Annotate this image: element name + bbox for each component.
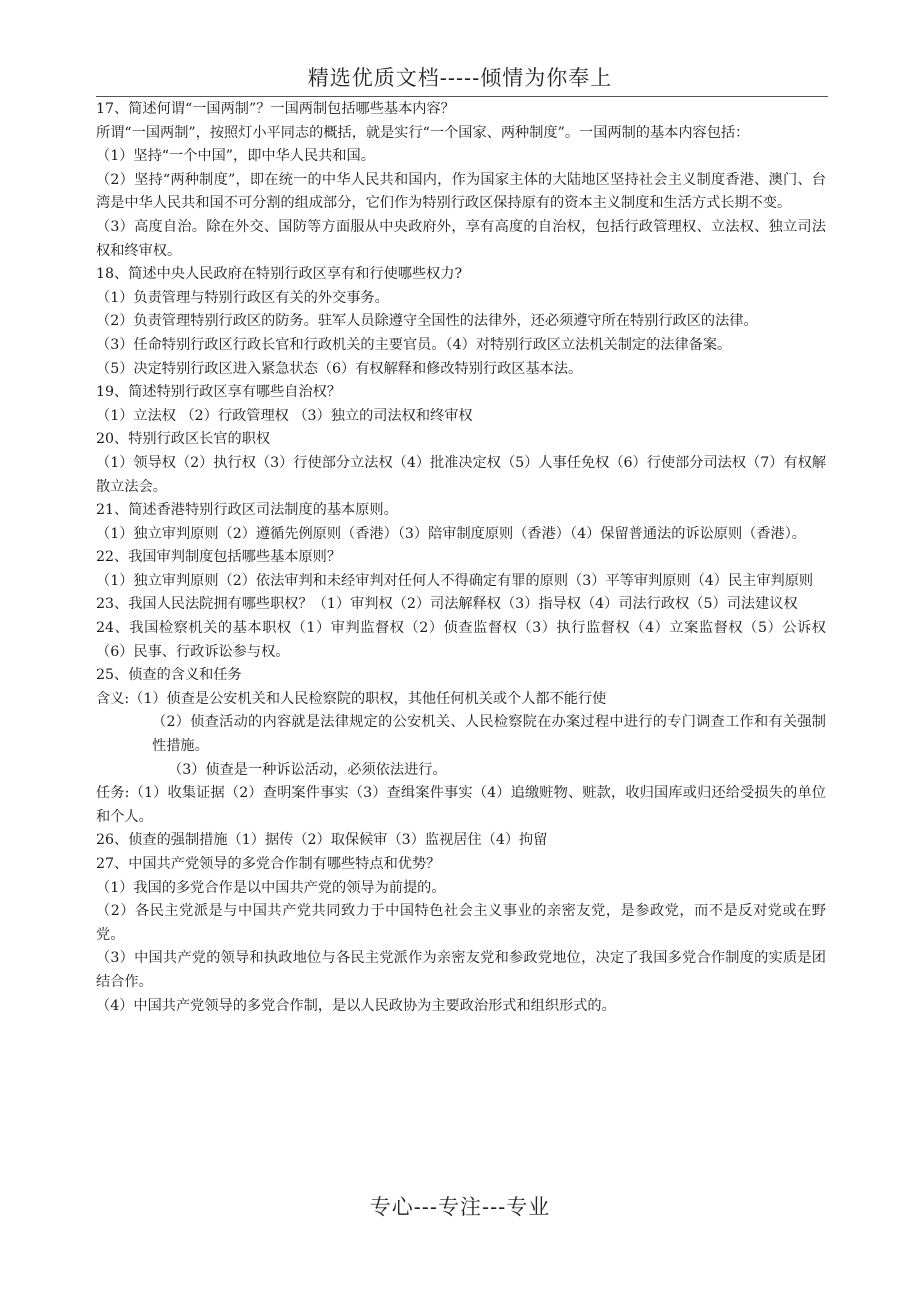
paragraph: （3）侦查是一种诉讼活动，必须依法进行。: [168, 761, 447, 778]
paragraph: 含义:（1）侦查是公安机关和人民检察院的职权，其他任何机关或个人都不能行使: [96, 690, 607, 707]
paragraph-q24: 24、我国检察机关的基本职权（1）审判监督权（2）侦查监督权（3）执行监督权（4）立案监督权（5）公诉权（6）民事、行政诉讼参与权。: [96, 620, 826, 660]
paragraph: 任务:（1）收集证据（2）查明案件事实（3）查缉案件事实（4）追缴赃物、赃款，收归国库或归还给受损失的单位和个人。: [96, 785, 826, 825]
paragraph-q19: 19、简述特别行政区享有哪些自治权？: [96, 384, 342, 401]
paragraph-q27: 27、中国共产党领导的多党合作制有哪些特点和优势？: [96, 856, 441, 872]
paragraph: （1）坚持“一个中国”，即中华人民共和国。: [96, 148, 375, 165]
paragraph: （5）决定特别行政区进入紧急状态（6）有权解释和修改特别行政区基本法。: [96, 360, 583, 377]
paragraph-q25: 25、侦查的含义和任务: [96, 667, 242, 684]
paragraph: （1）独立审判原则（2）遵循先例原则（香港）（3）陪审制度原则（香港）（4）保留普通法的诉讼原则（香港）。: [96, 525, 806, 542]
paragraph: （1）负责管理与特别行政区有关的外交事务。: [96, 289, 389, 306]
paragraph-q22: 22、我国审判制度包括哪些基本原则？: [96, 549, 342, 566]
page-footer: 专心---专注---专业: [369, 1195, 551, 1219]
paragraph: （1）独立审判原则（2）依法审判和未经审判对任何人不得确定有罪的原则（3）平等审判原则（4）民主审判原则: [96, 572, 814, 589]
paragraph: （1）领导权（2）执行权（3）行使部分立法权（4）批准决定权（5）人事任免权（6）行使部分司法权（7）有权解散立法会。: [96, 454, 827, 495]
paragraph: （1）我国的多党合作是以中国共产党的领导为前提的。: [96, 879, 446, 896]
paragraph: （2）侦查活动的内容就是法律规定的公安机关、人民检察院在办案过程中进行的专门调查工作和有关强制性措施。: [152, 714, 826, 755]
paragraph: （3）任命特别行政区行政长官和行政机关的主要官员。（4）对特别行政区立法机关制定的法律备案。: [96, 336, 732, 353]
paragraph-q20: 20、特别行政区长官的职权: [96, 431, 271, 448]
paragraph: （2）负责管理特别行政区的防务。驻军人员除遵守全国性的法律外，还必须遵守所在特别行政区的法律。: [96, 313, 758, 330]
paragraph: （3）高度自治。除在外交、国防等方面服从中央政府外，享有高度的自治权，包括行政管理权、立法权、独立司法权和终审权。: [96, 218, 826, 259]
paragraph: （1）立法权 （2）行政管理权 （3）独立的司法权和终审权: [96, 407, 473, 424]
paragraph-q18: 18、简述中央人民政府在特别行政区享有和行使哪些权力?: [96, 266, 463, 283]
header-divider: [96, 96, 828, 97]
paragraph: （2）各民主党派是与中国共产党共同致力于中国特色社会主义事业的亲密友党，是参政党，而不是反对党或在野党。: [96, 903, 826, 943]
paragraph-q21: 21、简述香港特别行政区司法制度的基本原则。: [96, 502, 398, 519]
paragraph: （3）中国共产党的领导和执政地位与各民主党派作为亲密友党和参政党地位，决定了我国多党合作制度的实质是团结合作。: [96, 950, 826, 990]
paragraph-q26: 26、侦查的强制措施（1）据传（2）取保候审（3）监视居住（4）拘留: [96, 832, 548, 849]
paragraph-q23: 23、我国人民法院拥有哪些职权？（1）审判权（2）司法解释权（3）指导权（4）司法行政权（5）司法建议权: [96, 596, 798, 613]
paragraph: 所谓“一国两制”，按照灯小平同志的概括，就是实行“一个国家、两种制度”。一国两制的基本内容包括：: [96, 124, 750, 141]
page-header: 精选优质文档-----倾情为你奉上: [307, 66, 613, 90]
document-body: [96, 98, 826, 1018]
paragraph: （4）中国共产党领导的多党合作制，是以人民政协为主要政治形式和组织形式的。: [96, 997, 616, 1014]
paragraph: （2）坚持“两种制度”，即在统一的中华人民共和国内，作为国家主体的大陆地区坚持社会主义制度香港、澳门、台湾是中华人民共和国不可分割的组成部分，它们作为特别行政区保持原有的资本主义制度和生活方式长期不变。: [96, 171, 826, 212]
paragraph-q17: 17、简述何谓“一国两制”？一国两制包括哪些基本内容？: [96, 101, 455, 117]
